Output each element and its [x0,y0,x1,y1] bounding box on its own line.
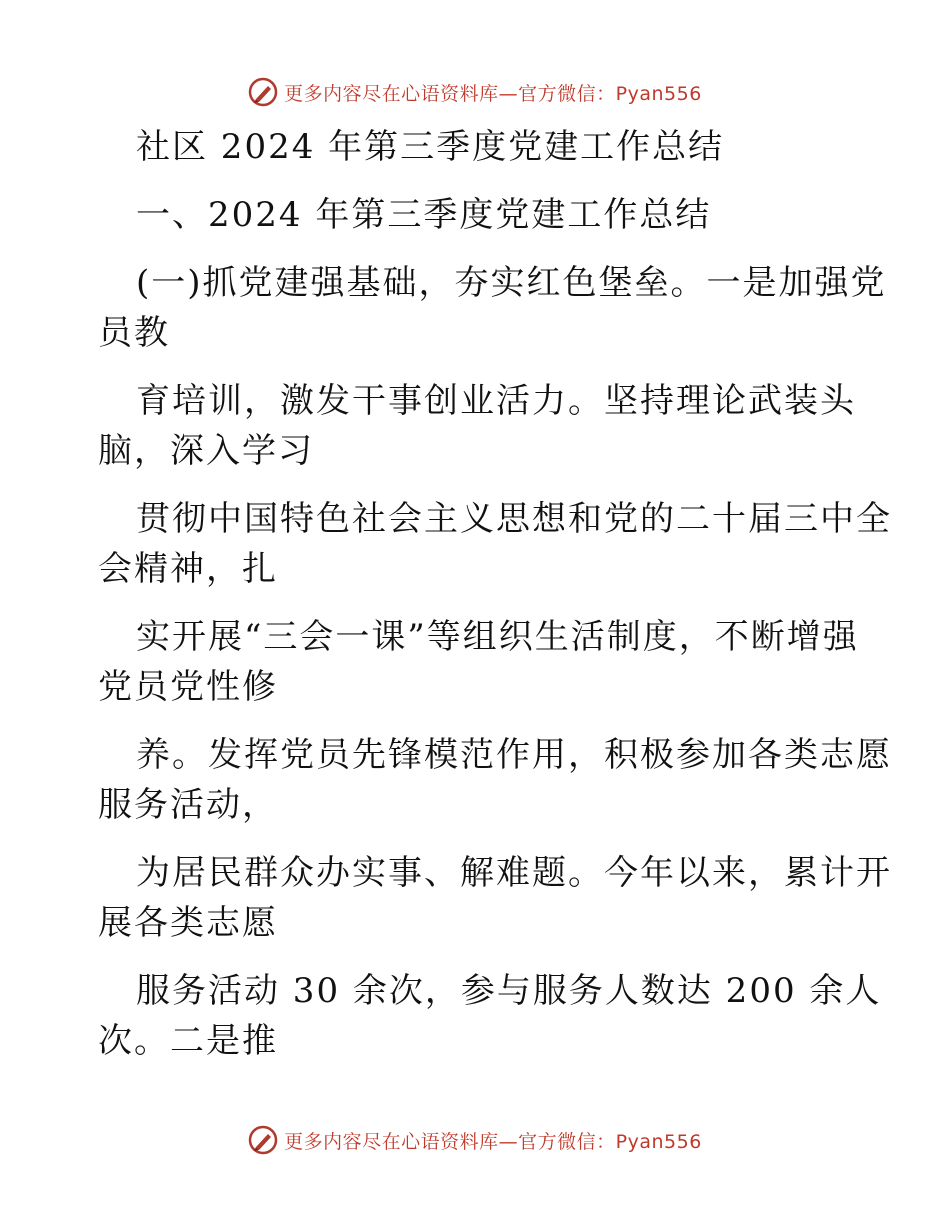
text-line: 脑，深入学习 [98,431,314,471]
text-line: 党员党性修 [98,667,278,707]
text-line: 实开展“三会一课”等组织生活制度，不断增强 [136,617,859,657]
text-line: 次。二是推 [98,1021,278,1061]
footer-watermark [0,1120,950,1160]
text-line: 为居民群众办实事、解难题。今年以来，累计开 [136,853,892,893]
pen-logo-icon [248,77,278,107]
document-title: 社区 2024 年第三季度党建工作总结 [136,127,725,167]
text-line: 一、2024 年第三季度党建工作总结 [136,195,712,235]
header-watermark [0,72,950,112]
text-line: 贯彻中国特色社会主义思想和党的二十届三中全 [136,499,892,539]
text-line: 员教 [98,313,170,353]
text-line: 展各类志愿 [98,903,278,943]
text-line: 服务活动， [98,785,278,825]
text-line: 会精神，扎 [98,549,278,589]
document-body [98,122,892,1066]
pen-logo-icon [248,1125,278,1155]
header-watermark-text: 更多内容尽在心语资料库—官方微信：Pyan556 [284,82,702,105]
text-line: 服务活动 30 余次，参与服务人数达 200 余人 [136,971,882,1011]
footer-watermark-text: 更多内容尽在心语资料库—官方微信：Pyan556 [284,1130,702,1153]
text-line: 育培训，激发干事创业活力。坚持理论武装头 [136,381,856,421]
text-line: 养。发挥党员先锋模范作用，积极参加各类志愿 [136,735,892,775]
text-line: (一)抓党建强基础，夯实红色堡垒。一是加强党 [136,263,887,303]
